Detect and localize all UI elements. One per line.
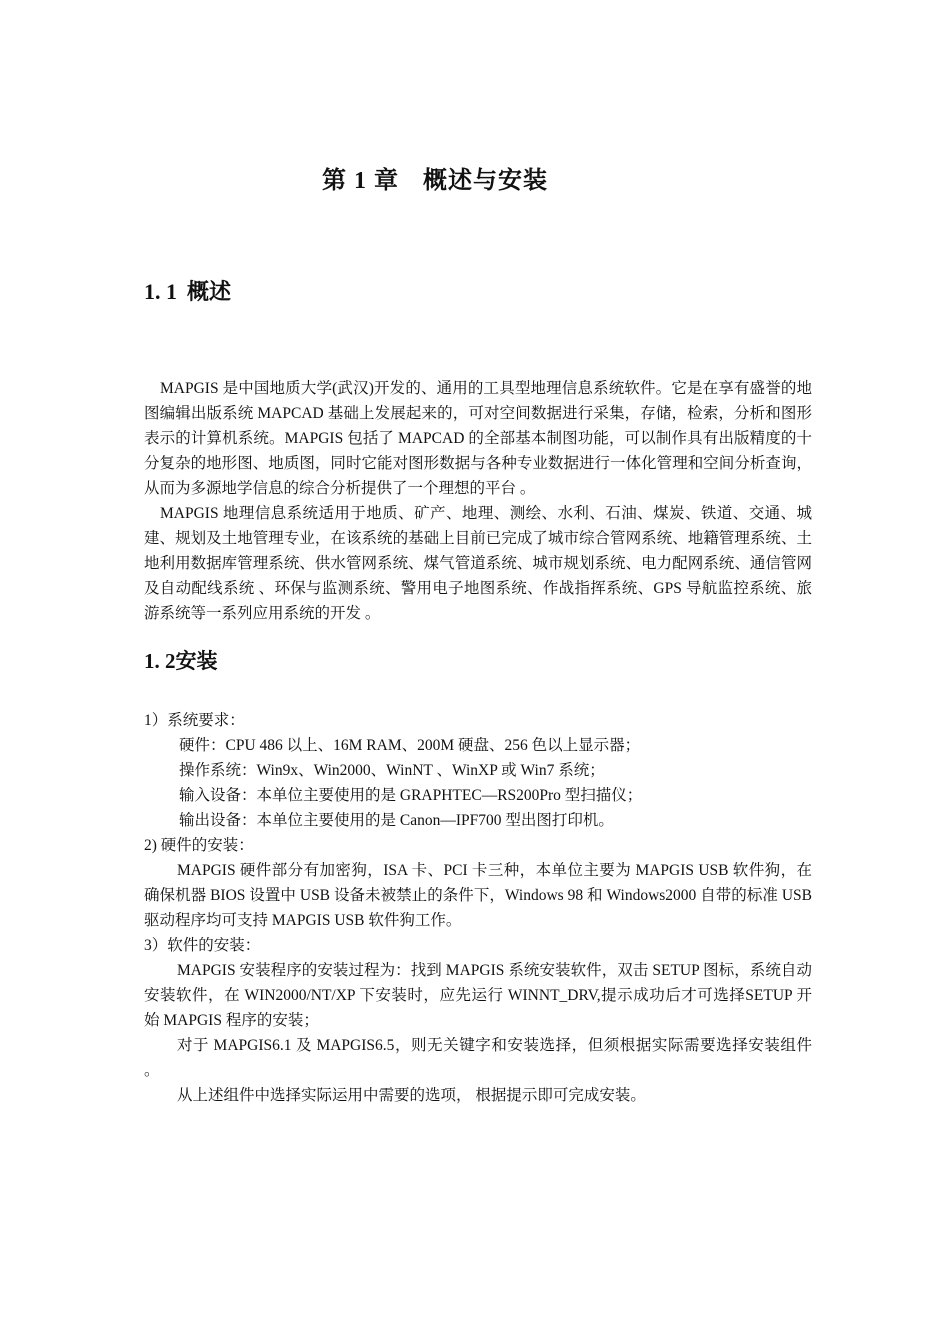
section-title: 安装	[175, 649, 218, 673]
install-body	[144, 708, 812, 1108]
section-title: 概述	[187, 279, 232, 304]
chapter-title	[0, 160, 870, 195]
hardware-paragraph: MAPGIS 硬件部分有加密狗，ISA 卡、PCI 卡三种，本单位主要为 MAPGIS USB 软件狗，在确保机器 BIOS 设置中 USB 设备未被禁止的条件下，Windows 98 和 Windows2000 自带的标准 USB 驱动程序均可支持 MAPGIS USB 软件狗工作。	[144, 862, 812, 929]
requirement-item: 操作系统：Win9x、Win2000、WinNT 、WinXP 或 Win7 系统；	[179, 762, 605, 779]
requirement-item: 输入设备：本单位主要使用的是 GRAPHTEC—RS200Pro 型扫描仪；	[179, 787, 643, 804]
chapter-name: 概述与安装	[423, 168, 548, 194]
overview-paragraph: MAPGIS 是中国地质大学(武汉)开发的、通用的工具型地理信息系统软件。它是在享有盛誉的地图编辑出版系统 MAPCAD 基础上发展起来的，可对空间数据进行采集，存储，检索，分析和图形表示的计算机系统。MAPGIS 包括了 MAPCAD 的全部基本制图功能，可以制作具有出版精度的十分复杂的地形图、地质图，同时它能对图形数据与各种专业数据进行一体化管理和空间分析查询，从而为多源地学信息的综合分析提供了一个理想的平台 。	[144, 380, 812, 497]
chapter-number: 第 1 章	[322, 168, 399, 194]
software-paragraph: 对于 MAPGIS6.1 及 MAPGIS6.5，则无关键字和安装选择，但须根据实际需要选择安装组件 。	[144, 1037, 812, 1079]
requirement-item: 输出设备：本单位主要使用的是 Canon—IPF700 型出图打印机。	[179, 812, 614, 829]
requirement-item: 硬件：CPU 486 以上、16M RAM、200M 硬盘、256 色以上显示器；	[179, 737, 641, 754]
overview-paragraph: MAPGIS 地理信息系统适用于地质、矿产、地理、测绘、水利、石油、煤炭、铁道、交通、城建、规划及土地管理专业，在该系统的基础上目前已完成了城市综合管网系统、地籍管理系统、土地利用数据库管理系统、供水管网系统、煤气管道系统、城市规划系统、电力配网系统、通信管网及自动配线系统 、环保与监测系统、警用电子地图系统、作战指挥系统、GPS 导航监控系统、旅游系统等一系列应用系统的开发 。	[144, 505, 812, 622]
section-number: 1. 2	[144, 649, 176, 673]
hardware-heading: 2) 硬件的安装：	[144, 837, 254, 854]
requirements-heading: 1）系统要求：	[144, 712, 245, 729]
software-paragraph: MAPGIS 安装程序的安装过程为：找到 MAPGIS 系统安装软件，双击 SETUP 图标，系统自动安装软件，在 WIN2000/NT/XP 下安装时，应先运行 WINNT_DRV,提示成功后才可选择SETUP 开始 MAPGIS 程序的安装；	[144, 962, 812, 1029]
section-number: 1. 1	[144, 279, 177, 304]
software-heading: 3）软件的安装：	[144, 937, 261, 954]
software-paragraph: 从上述组件中选择实际运用中需要的选项， 根据提示即可完成安装。	[177, 1087, 646, 1104]
section-heading-install	[144, 645, 218, 675]
section-heading-overview	[144, 275, 231, 306]
overview-body	[144, 376, 812, 626]
